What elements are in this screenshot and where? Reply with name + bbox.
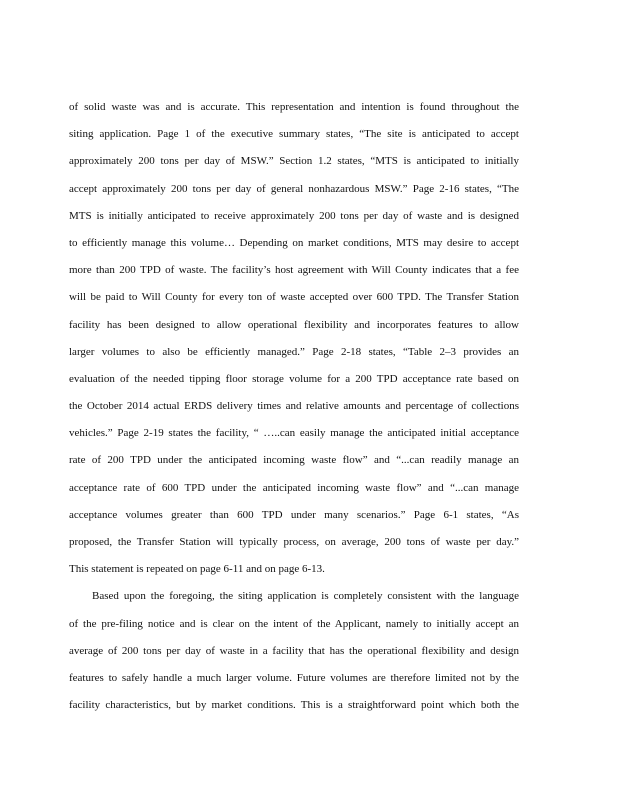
- text-line: will be paid to Will County for every ton of waste accepted over 600 TPD. The Transfer Station: [69, 291, 519, 304]
- paragraph-2: [69, 583, 519, 719]
- text-line: MTS is initially anticipated to receive approximately 200 tons per day of waste and is designed: [69, 209, 519, 222]
- text-line: more than 200 TPD of waste. The facility’s host agreement with Will County indicates that a fee: [69, 264, 519, 277]
- text-line: facility has been designed to allow operational flexibility and incorporates features to allow: [69, 318, 519, 331]
- text-line: acceptance rate of 600 TPD under the anticipated incoming waste flow” and “...can manage: [69, 481, 519, 494]
- text-line: acceptance volumes greater than 600 TPD under many scenarios.” Page 6-1 states, “As: [69, 508, 519, 521]
- text-line: accept approximately 200 tons per day of general nonhazardous MSW.” Page 2-16 states, “The: [69, 182, 519, 195]
- paragraph-1: [69, 94, 519, 583]
- text-line: Based upon the foregoing, the siting application is completely consistent with the language: [92, 590, 519, 603]
- text-line: siting application. Page 1 of the executive summary states, “The site is anticipated to accept: [69, 128, 519, 141]
- text-line: proposed, the Transfer Station will typically process, on average, 200 tons of waste per day.”: [69, 536, 519, 548]
- text-line: the October 2014 actual ERDS delivery times and relative amounts and percentage of collections: [69, 400, 519, 413]
- text-line: larger volumes to also be efficiently managed.” Page 2-18 states, “Table 2–3 provides an: [69, 345, 519, 358]
- text-line: rate of 200 TPD under the anticipated incoming waste flow” and “...can readily manage an: [69, 454, 519, 467]
- body-text: [69, 94, 519, 719]
- text-line: features to safely handle a much larger volume. Future volumes are therefore limited not by the: [69, 671, 519, 684]
- text-line: evaluation of the needed tipping floor storage volume for a 200 TPD acceptance rate based on: [69, 372, 519, 385]
- text-line: of solid waste was and is accurate. This representation and intention is found throughout the: [69, 101, 519, 113]
- text-line: This statement is repeated on page 6-11 and on page 6-13.: [69, 563, 325, 576]
- text-line: to efficiently manage this volume… Depending on market conditions, MTS may desire to accept: [69, 236, 519, 249]
- text-line: approximately 200 tons per day of MSW.” Section 1.2 states, “MTS is anticipated to initially: [69, 155, 519, 168]
- text-line: of the pre-filing notice and is clear on the intent of the Applicant, namely to initially accept an: [69, 617, 519, 630]
- text-line: facility characteristics, but by market conditions. This is a straightforward point which both the: [69, 699, 519, 712]
- text-line: vehicles.” Page 2-19 states the facility, “ …..can easily manage the anticipated initial acceptance: [69, 427, 519, 440]
- text-line: average of 200 tons per day of waste in a facility that has the operational flexibility and design: [69, 644, 519, 657]
